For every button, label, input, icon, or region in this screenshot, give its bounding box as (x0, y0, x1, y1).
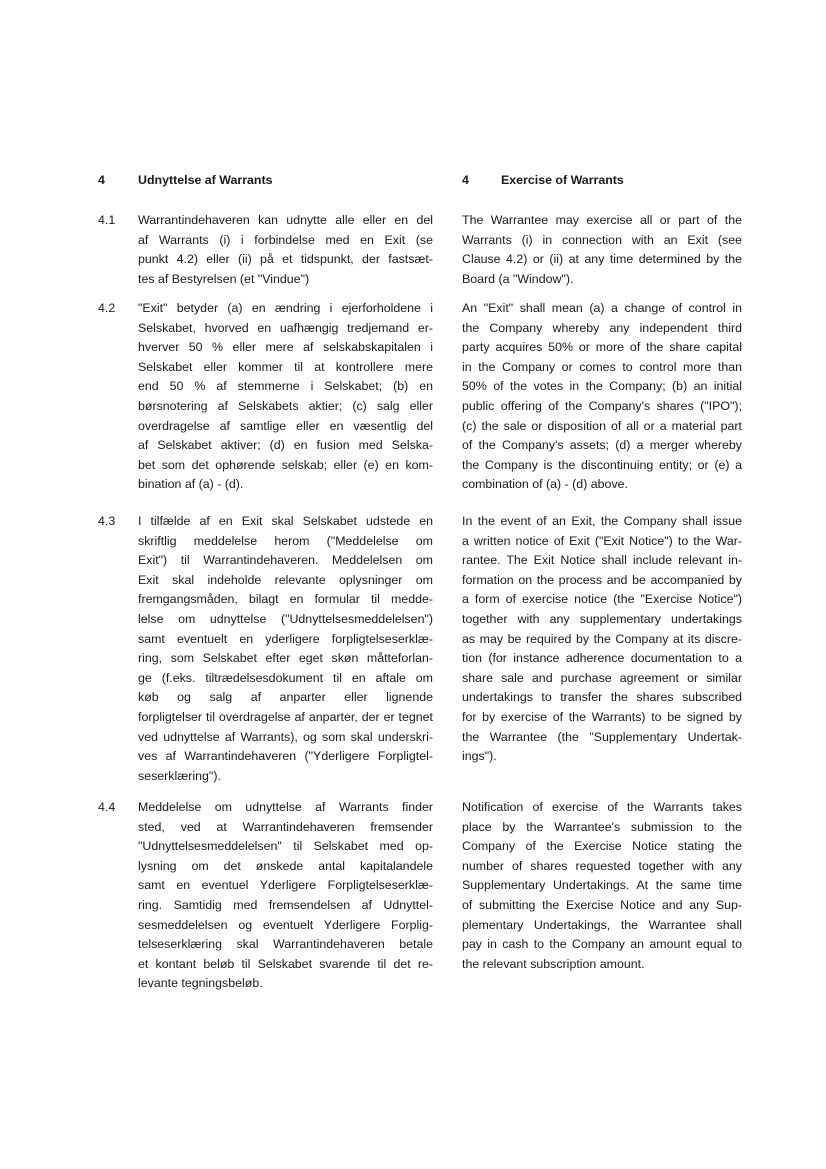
text-line: af Warrants (i) i forbindelse med en Exit (se (138, 232, 433, 247)
text-line: Clause 4.2) or (ii) at any time determined by the (462, 252, 742, 267)
section-title: Exercise of Warrants (501, 173, 624, 187)
text-line: samt en eventuel Yderligere Forpligtelseserklæ- (138, 878, 433, 893)
text-line: hverver 50 % eller mere af selskabskapitalen i (138, 340, 433, 355)
clause-number: 4.2 (98, 301, 116, 315)
text-line: pay in cash to the Company an amount equal to (462, 937, 742, 952)
text-line: Selskabet eller kommer til at kontrollere mere (138, 359, 433, 374)
text-line: In the event of an Exit, the Company shall issue (462, 514, 742, 528)
text-line: lysning om det ønskede antal kapitalandele (138, 858, 433, 873)
clause-4-1-danish (138, 211, 433, 289)
text-line: telseserklæring skal Warrantindehaveren betale (138, 937, 433, 952)
text-line: ings"). (462, 749, 497, 764)
clause-4-4-english (462, 798, 742, 974)
text-line: bination af (a) - (d). (138, 477, 244, 492)
clause-4-1-english (462, 211, 742, 289)
text-line: a written notice of Exit ("Exit Notice") to the War- (462, 533, 742, 548)
text-line: a form of exercise notice (the "Exercise Notice") (462, 592, 742, 607)
text-line: end 50 % af stemmerne i Selskabet; (b) en (138, 379, 433, 394)
text-line: Meddelelse om udnyttelse af Warrants finder (138, 800, 433, 814)
text-line: combination of (a) - (d) above. (462, 477, 628, 492)
text-line: tion (for instance adherence documentation to a (462, 651, 742, 666)
section-number: 4 (462, 173, 469, 187)
text-line: together with any supplementary undertakings (462, 611, 742, 626)
text-line: Warrantindehaveren kan udnytte alle eller en del (138, 213, 433, 227)
text-line: forpligtelser til overdragelse af anparter, der er tegnet (138, 709, 433, 724)
text-line: lelse om udnyttelse ("Udnyttelsesmeddelelsen") (138, 611, 433, 626)
text-line: the Company is the discontinuing entity; or (e) a (462, 457, 742, 472)
text-line: Exit skal indeholde relevante oplysninger om (138, 572, 433, 587)
text-line: formation on the process and be accompanied by (462, 572, 742, 587)
text-line: the relevant subscription amount. (462, 956, 645, 971)
text-line: Warrants (i) in connection with an Exit (see (462, 232, 742, 247)
text-line: seserklæring"). (138, 768, 221, 783)
text-line: The Warrantee may exercise all or part of the (462, 213, 742, 227)
text-line: the Warrantee (the "Supplementary Undertak- (462, 729, 742, 744)
clause-4-3-danish (138, 512, 433, 786)
text-line: ge (f.eks. tiltrædelsesdokument til en aftale om (138, 670, 433, 685)
text-line: børsnotering af Selskabets aktier; (c) salg eller (138, 398, 433, 413)
clause-number: 4.4 (98, 800, 116, 814)
text-line: Exit") til Warrantindehaveren. Meddelelsen om (138, 553, 433, 568)
text-line: share sale and purchase agreement or similar (462, 670, 742, 685)
text-line: Notification of exercise of the Warrants takes (462, 800, 742, 814)
text-line: for by exercise of the Warrants) to be signed by (462, 709, 742, 724)
clause-4-2-english (462, 299, 742, 495)
text-line: ring. Samtidig med fremsendelsen af Udnyttel- (138, 897, 433, 912)
text-line: of submitting the Exercise Notice and any Sup- (462, 897, 742, 912)
clause-4-2-danish (138, 299, 433, 495)
text-line: tes af Bestyrelsen (et "Vindue") (138, 271, 310, 286)
text-line: Supplementary Undertakings. At the same time (462, 878, 742, 893)
text-line: 50% of the votes in the Company; (b) an initial (462, 379, 742, 394)
text-line: rantee. The Exit Notice shall include relevant in- (462, 553, 742, 568)
text-line: I tilfælde af en Exit skal Selskabet udstede en (138, 514, 433, 528)
text-line: (c) the sale or disposition of all or a material part (462, 418, 742, 433)
text-line: "Exit" betyder (a) en ændring i ejerforholdene i (138, 301, 433, 315)
text-line: køb og salg af anparter eller lignende (138, 690, 433, 705)
text-line: "Udnyttelsesmeddelelsen" til Selskabet med op- (138, 839, 433, 854)
text-line: sted, ved at Warrantindehaveren fremsender (138, 819, 433, 834)
text-line: et kontant beløb til Selskabet svarende til det re- (138, 956, 433, 971)
text-line: overdragelse af samtlige eller en væsentlig del (138, 418, 433, 433)
text-line: party acquires 50% or more of the share capital (462, 340, 742, 355)
section-number: 4 (98, 173, 105, 187)
clause-number: 4.3 (98, 514, 116, 528)
text-line: Board (a "Window"). (462, 271, 574, 286)
text-line: as may be required by the Company at its discre- (462, 631, 742, 646)
text-line: of the Company's assets; (d) a merger whereby (462, 438, 742, 453)
text-line: the Company whereby any independent third (462, 320, 742, 335)
text-line: skriftlig meddelelse herom ("Meddelelse om (138, 533, 433, 548)
text-line: An "Exit" shall mean (a) a change of control in (462, 301, 742, 315)
text-line: sesmeddelelsen og eventuelt Yderligere Forplig- (138, 917, 433, 932)
clause-number: 4.1 (98, 213, 116, 227)
text-line: in the Company or comes to control more than (462, 359, 742, 374)
text-line: fremgangsmåden, bilagt en formular til medde- (138, 592, 433, 607)
text-line: ring, som Selskabet efter eget skøn måtteforlan- (138, 651, 433, 666)
text-line: ved udnyttelse af Warrants), og som skal underskri- (138, 729, 433, 744)
text-line: place by the Warrantee's submission to the (462, 819, 742, 834)
text-line: ves af Warrantindehaveren ("Yderligere Forpligtel- (138, 749, 433, 764)
text-line: af Selskabet aktiver; (d) en fusion med Selska- (138, 438, 433, 453)
section-title: Udnyttelse af Warrants (138, 173, 273, 187)
text-line: Company of the Exercise Notice stating the (462, 839, 742, 854)
text-line: undertakings to transfer the shares subscribed (462, 690, 742, 705)
text-line: punkt 4.2) eller (ii) på et tidspunkt, der fastsæt- (138, 252, 433, 267)
text-line: samt eventuelt en yderligere forpligtelseserklæ- (138, 631, 433, 646)
text-line: bet som det ophørende selskab; eller (e) en kom- (138, 457, 433, 472)
text-line: levante tegningsbeløb. (138, 976, 263, 991)
text-line: number of shares requested together with any (462, 858, 742, 873)
clause-4-4-danish (138, 798, 433, 994)
text-line: public offering of the Company's shares ("IPO"); (462, 398, 742, 413)
text-line: Selskabet, hvorved en uafhængig tredjemand er- (138, 320, 433, 335)
text-line: plementary Undertakings, the Warrantee shall (462, 917, 742, 932)
clause-4-3-english (462, 512, 742, 767)
